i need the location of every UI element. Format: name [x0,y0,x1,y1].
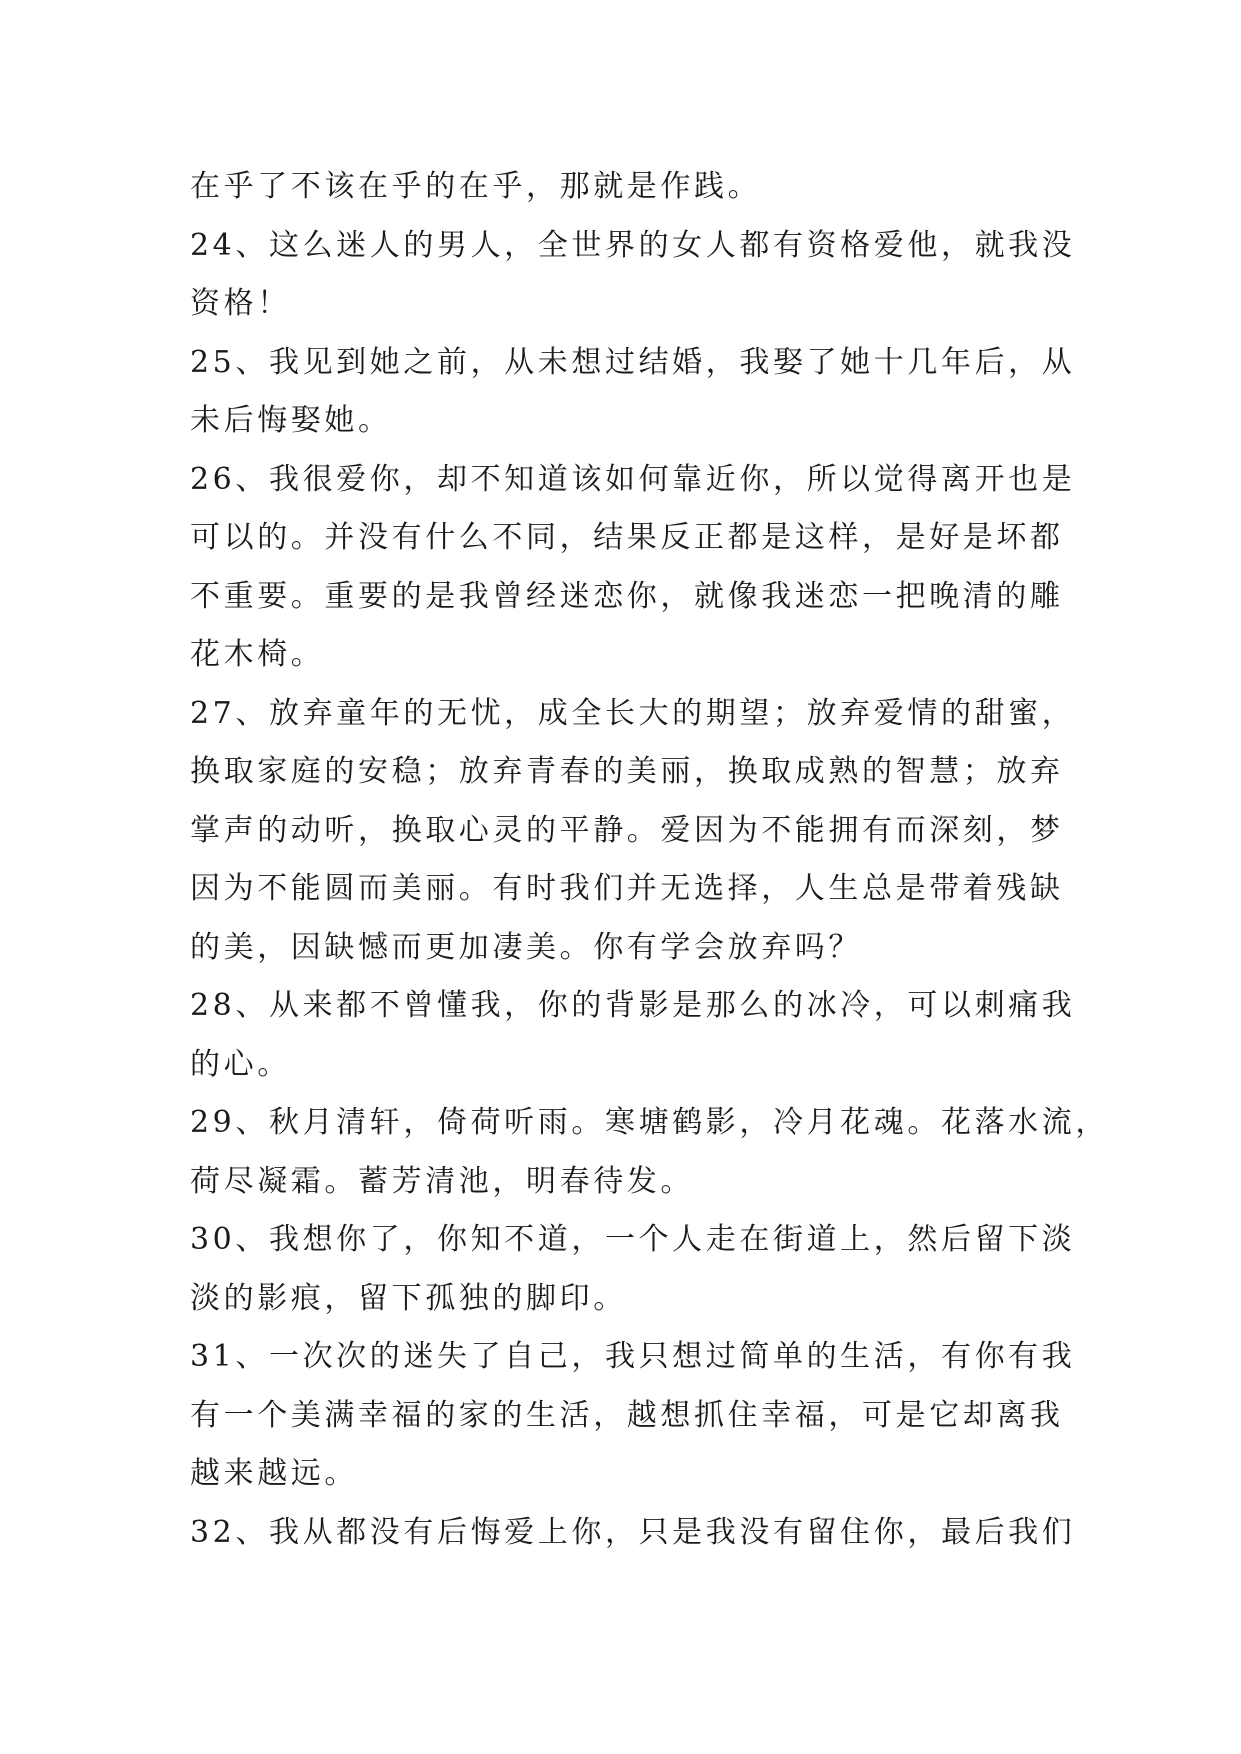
text-line: 掌声的动听，换取心灵的平静。爱因为不能拥有而深刻，梦 [190,812,1064,848]
text-line: 29、秋月清轩，倚荷听雨。寒塘鹤影，冷月花魂。花落水流， [190,1105,1109,1140]
text-line: 24、这么迷人的男人，全世界的女人都有资格爱他，就我没 [190,227,1076,263]
document-body [190,158,1109,1562]
text-line: 花木椅。 [190,637,325,672]
text-line: 淡的影痕，留下孤独的脚印。 [190,1280,627,1316]
text-line: 25、我见到她之前，从未想过结婚，我娶了她十几年后，从 [190,344,1076,380]
text-line: 资格！ [190,286,291,321]
text-line: 因为不能圆而美丽。有时我们并无选择，人生总是带着残缺 [190,871,1064,906]
text-line: 不重要。重要的是我曾经迷恋你，就像我迷恋一把晚清的雕 [190,578,1064,614]
text-line: 在乎了不该在乎的在乎，那就是作践。 [190,169,762,204]
text-line: 未后悔娶她。 [190,403,392,438]
text-line: 有一个美满幸福的家的生活，越想抓住幸福，可是它却离我 [190,1397,1064,1433]
text-line: 的美，因缺憾而更加凄美。你有学会放弃吗？ [190,929,862,965]
text-line: 26、我很爱你，却不知道该如何靠近你，所以觉得离开也是 [190,461,1076,497]
text-line: 31、一次次的迷失了自己，我只想过简单的生活，有你有我 [190,1339,1076,1374]
text-line: 27、放弃童年的无忧，成全长大的期望；放弃爱情的甜蜜， [190,695,1076,731]
text-line: 换取家庭的安稳；放弃青春的美丽，换取成熟的智慧；放弃 [190,754,1064,789]
text-line: 可以的。并没有什么不同，结果反正都是这样，是好是坏都 [190,520,1064,555]
text-line: 的心。 [190,1046,291,1082]
text-line: 越来越远。 [190,1456,358,1491]
text-line: 32、我从都没有后悔爱上你，只是我没有留住你，最后我们 [190,1514,1076,1550]
text-line: 30、我想你了，你知不道，一个人走在街道上，然后留下淡 [190,1222,1076,1257]
text-line: 荷尽凝霜。蓄芳清池，明春待发。 [190,1163,694,1199]
text-line: 28、从来都不曾懂我，你的背影是那么的冰冷，可以刺痛我 [190,988,1076,1023]
